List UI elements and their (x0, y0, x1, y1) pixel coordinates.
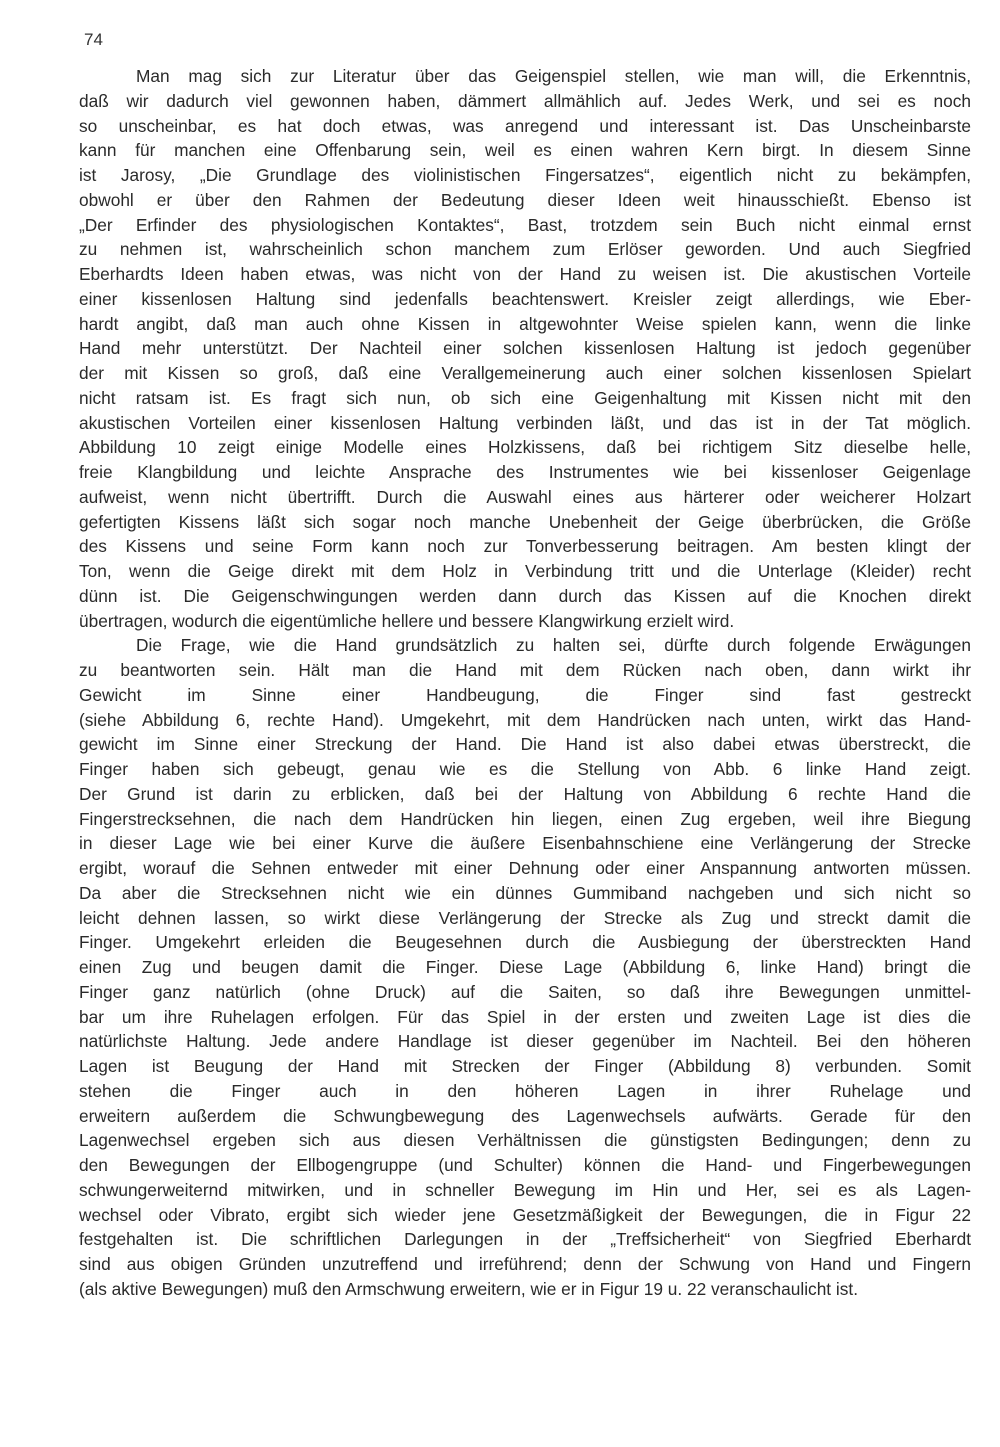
text-line: ist Jarosy, „Die Grundlage des violinistischen Fingersatzes“, eigentlich nicht zu bekämpfen, (79, 165, 971, 185)
text-line: schwungerweiternd mitwirken, und in schneller Bewegung im Hin und Her, sei es als Lagen- (79, 1179, 971, 1200)
text-line: stehen die Finger auch in den höheren Lagen in ihrer Ruhelage und (79, 1080, 971, 1101)
text-line: den Bewegungen der Ellbogengruppe (und Schulter) können die Hand- und Fingerbewegungen (79, 1155, 971, 1175)
text-line: Der Grund ist darin zu erblicken, daß bei der Haltung von Abbildung 6 rechte Hand die (79, 783, 971, 804)
text-line: in dieser Lage wie bei einer Kurve die äußere Eisenbahnschiene eine Verlängerung der Strecke (79, 833, 971, 854)
text-line: nicht ratsam ist. Es fragt sich nun, ob sich eine Geigenhaltung mit Kissen nicht mit den (79, 387, 971, 408)
text-line: so unscheinbar, es hat doch etwas, was anregend und interessant ist. Das Unscheinbarste (79, 115, 971, 136)
text-line: des Kissens und seine Form kann noch zur Tonverbesserung beitragen. Am besten klingt der (79, 536, 971, 557)
text-line: daß wir dadurch viel gewonnen haben, dämmert allmählich auf. Jedes Werk, und sei es noch (79, 90, 971, 111)
text-line: kann für manchen eine Offenbarung sein, weil es einen wahren Kern birgt. In diesem Sinne (79, 140, 971, 161)
text-line: freie Klangbildung und leichte Ansprache des Instrumentes wie bei kissenloser Geigenlage (79, 462, 971, 482)
text-line: Hand mehr unterstützt. Der Nachteil einer solchen kissenlosen Haltung ist jedoch gegenüber (79, 338, 971, 359)
text-line: Fingerstrecksehnen, die nach dem Handrücken hin liegen, einen Zug ergeben, weil ihre Biegung (79, 808, 971, 829)
text-line: Lagenwechsel ergeben sich aus diesen Verhältnissen die günstigsten Bedingungen; denn zu (79, 1130, 971, 1151)
text-line: einen Zug und beugen damit die Finger. Diese Lage (Abbildung 6, linke Hand) bringt die (79, 957, 971, 977)
text-line: Da aber die Strecksehnen nicht wie ein dünnes Gummiband nachgeben und sich nicht so (79, 882, 971, 903)
text-line: übertragen, wodurch die eigentümliche hellere und bessere Klangwirkung erzielt wird. (79, 610, 735, 631)
text-line: obwohl er über den Rahmen der Bedeutung dieser Ideen weit hinausschießt. Ebenso ist (79, 189, 971, 210)
text-line: bar um ihre Ruhelagen erfolgen. Für das Spiel in der ersten und zweiten Lage ist dies die (79, 1006, 971, 1027)
body-text (79, 64, 971, 1302)
text-line: Finger haben sich gebeugt, genau wie es die Stellung von Abb. 6 linke Hand zeigt. (79, 759, 971, 779)
text-line: sind aus obigen Gründen unzutreffend und irreführend; denn der Schwung von Hand und Fingern (79, 1254, 971, 1274)
page-number: 74 (84, 30, 103, 49)
text-line: Ton, wenn die Geige direkt mit dem Holz in Verbindung tritt und die Unterlage (Kleider) recht (79, 561, 971, 581)
text-line: (als aktive Bewegungen) muß den Armschwung erweitern, wie er in Figur 19 u. 22 veranschaulicht ist. (79, 1278, 858, 1299)
text-line: Gewicht im Sinne einer Handbeugung, die Finger sind fast gestreckt (79, 684, 971, 705)
text-line: „Der Erfinder des physiologischen Kontaktes“, Bast, trotzdem sein Buch nicht einmal ernst (79, 214, 971, 235)
text-line: gefertigten Kissens läßt sich sogar noch manche Unebenheit der Geige überbrücken, die Größe (79, 511, 971, 532)
text-line: einer kissenlosen Haltung sind jedenfalls beachtenswert. Kreisler zeigt allerdings, wie Eber- (79, 288, 971, 309)
text-line: Man mag sich zur Literatur über das Geigenspiel stellen, wie man will, die Erkenntnis, (136, 66, 971, 86)
paragraph (79, 633, 971, 1301)
text-line: (siehe Abbildung 6, rechte Hand). Umgekehrt, mit dem Handrücken nach unten, wirkt das Hand- (79, 709, 971, 730)
text-line: natürlichste Haltung. Jede andere Handlage ist dieser gegenüber im Nachteil. Bei den höheren (79, 1031, 971, 1052)
text-line: der mit Kissen so groß, daß eine Verallgemeinerung auch einer solchen kissenlosen Spielart (79, 363, 971, 383)
text-line: wechsel oder Vibrato, ergibt sich wieder jene Gesetzmäßigkeit der Bewegungen, die in Figur 22 (79, 1204, 971, 1225)
text-line: Abbildung 10 zeigt einige Modelle eines Holzkissens, daß bei richtigem Sitz dieselbe helle, (79, 437, 971, 458)
text-line: zu beantworten sein. Hält man die Hand mit dem Rücken nach oben, dann wirkt ihr (79, 660, 971, 680)
text-line: erweitern außerdem die Schwungbewegung des Lagenwechsels aufwärts. Gerade für den (79, 1105, 971, 1126)
paragraph (79, 64, 971, 633)
text-line: zu nehmen ist, wahrscheinlich schon manchem zum Erlöser geworden. Und auch Siegfried (79, 239, 971, 260)
text-line: dünn ist. Die Geigenschwingungen werden dann durch das Kissen auf die Knochen direkt (79, 585, 971, 606)
text-line: Finger ganz natürlich (ohne Druck) auf die Saiten, so daß ihre Bewegungen unmittel- (79, 981, 971, 1002)
text-line: Lagen ist Beugung der Hand mit Strecken der Finger (Abbildung 8) verbunden. Somit (79, 1056, 971, 1076)
text-line: hardt angibt, daß man auch ohne Kissen in altgewohnter Weise spielen kann, wenn die linke (79, 313, 971, 334)
text-line: Finger. Umgekehrt erleiden die Beugesehnen durch die Ausbiegung der überstreckten Hand (79, 932, 971, 953)
text-line: Eberhardts Ideen haben etwas, was nicht von der Hand zu weisen ist. Die akustischen Vorteile (79, 264, 971, 284)
text-line: akustischen Vorteilen einer kissenlosen Haltung verbinden läßt, und das ist in der Tat möglich. (79, 412, 971, 433)
text-line: leicht dehnen lassen, so wirkt diese Verlängerung der Strecke als Zug und streckt damit die (79, 907, 971, 928)
text-line: Die Frage, wie die Hand grundsätzlich zu halten sei, dürfte durch folgende Erwägungen (136, 635, 971, 656)
text-line: aufweist, wenn nicht übertrifft. Durch die Auswahl eines aus härterer oder weicherer Holzart (79, 486, 971, 507)
text-line: ergibt, worauf die Sehnen entweder mit einer Dehnung oder einer Anspannung antworten müssen. (79, 858, 971, 878)
text-line: festgehalten ist. Die schriftlichen Darlegungen in der „Treffsicherheit“ von Siegfried Eberhardt (79, 1229, 971, 1250)
text-line: gewicht im Sinne einer Streckung der Hand. Die Hand ist also dabei etwas überstreckt, die (79, 734, 971, 755)
